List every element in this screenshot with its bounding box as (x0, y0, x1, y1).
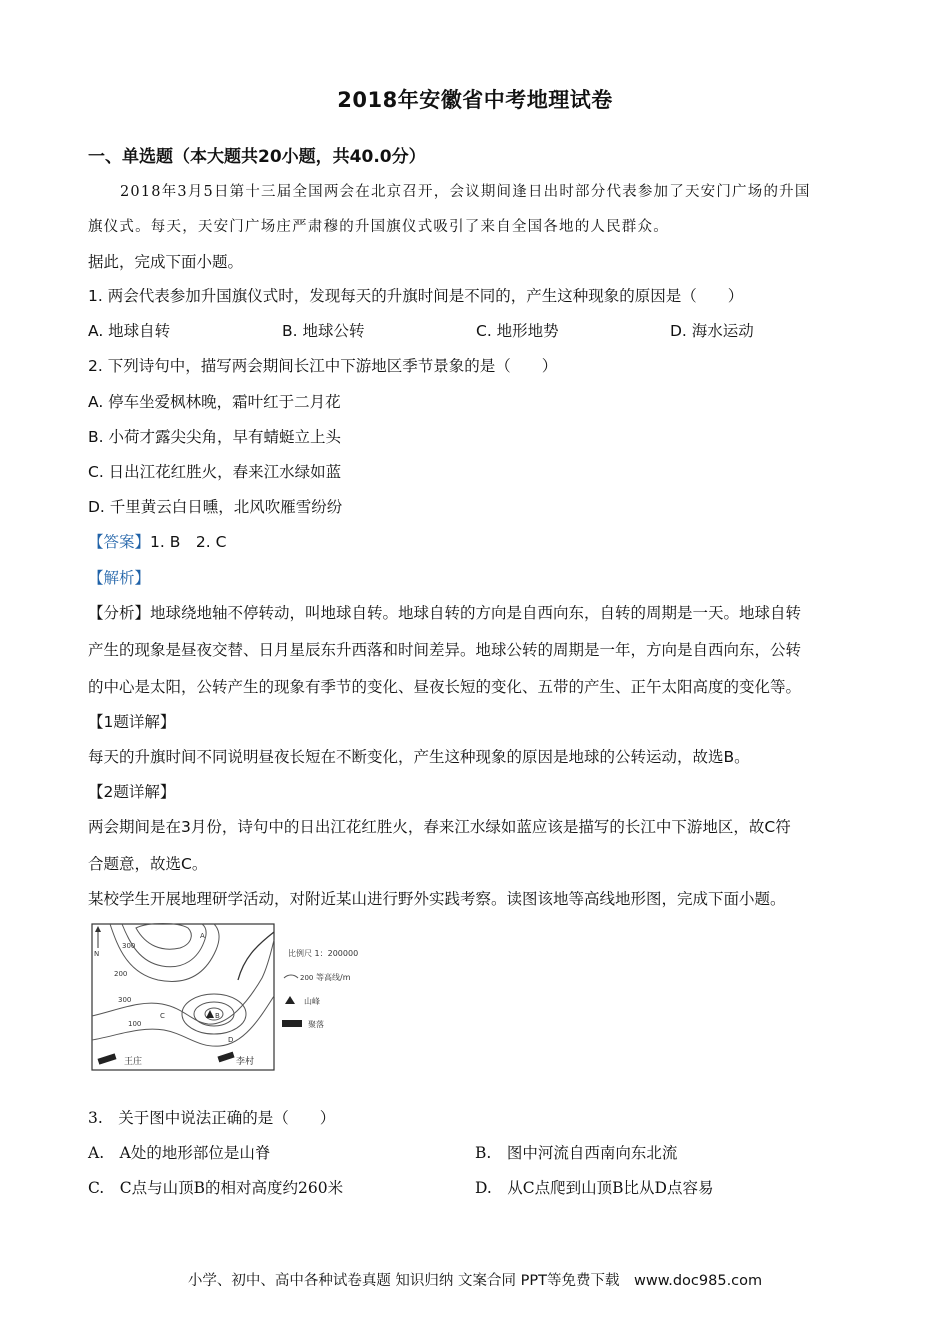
settlement-marker-icon (98, 1053, 117, 1064)
q2-option-a: A. 停车坐爱枫林晚，霜叶红于二月花 (88, 393, 341, 411)
detail-1-label: 【1题详解】 (88, 713, 176, 731)
question-2: 2. 下列诗句中，描写两会期间长江中下游地区季节景象的是（ ） (88, 357, 558, 375)
answer-line (88, 530, 226, 552)
river (238, 932, 274, 980)
analysis-label: 【解析】 (88, 569, 151, 587)
q3-option-c: C. C点与山顶B的相对高度约260米 (88, 1179, 344, 1197)
legend-scale: 比例尺 1：200000 (288, 949, 359, 958)
intro-line-2: 旗仪式。每天，天安门广场庄严肃穆的升国旗仪式吸引了来自全国各地的人民群众。 (88, 219, 669, 235)
legend-contour-icon (284, 975, 298, 978)
legend-peak-label: 山峰 (304, 997, 320, 1006)
contour-line (92, 940, 274, 1024)
contour-line (194, 1002, 234, 1026)
q1-option-d: D. 海水运动 (670, 322, 754, 340)
q1-option-c: C. 地形地势 (476, 322, 559, 340)
village-label: 王庄 (124, 1057, 143, 1067)
elevation-label: 300 (118, 996, 132, 1004)
q3-option-a: A. A处的地形部位是山脊 (88, 1144, 271, 1162)
point-label-d: D (228, 1036, 234, 1044)
question-1: 1. 两会代表参加升国旗仪式时，发现每天的升旗时间是不同的，产生这种现象的原因是（ ） (88, 287, 744, 305)
village-label: 李村 (236, 1057, 255, 1067)
q3-option-d: D. 从C点爬到山顶B比从D点容易 (475, 1179, 714, 1197)
elevation-label: 100 (128, 1020, 142, 1028)
legend-settlement-label: 聚落 (308, 1020, 324, 1029)
contour-line (205, 1008, 223, 1020)
detail-1-text: 每天的升旗时间不同说明昼夜长短在不断变化，产生这种现象的原因是地球的公转运动，故选B。 (88, 748, 750, 766)
page-footer: 小学、初中、高中各种试卷真题 知识归纳 文案合同 PPT等免费下载 www.doc985.com (187, 1273, 763, 1289)
instruction-2: 某校学生开展地理研学活动，对附近某山进行野外实践考察。读图该地等高线地形图，完成下面小题。 (88, 890, 786, 908)
elevation-label: 200 (114, 970, 128, 978)
instruction-1: 据此，完成下面小题。 (88, 253, 244, 271)
point-label-b: B (215, 1012, 220, 1020)
settlement-marker-icon (217, 1052, 234, 1063)
analysis-line-2: 产生的现象是昼夜交替、日月星辰东升西落和时间差异。地球公转的周期是一年，方向是自西向东，公转 (88, 641, 802, 659)
north-label: N (94, 950, 100, 958)
elevation-label: 300 (122, 942, 136, 950)
peak-marker-icon (206, 1010, 214, 1018)
answer-label: 【答案】 (88, 533, 151, 551)
q3-option-b: B. 图中河流自西南向东北流 (475, 1144, 678, 1162)
legend-peak-icon (285, 996, 295, 1004)
contour-line (182, 994, 246, 1034)
analysis-line-3: 的中心是太阳，公转产生的现象有季节的变化、昼夜长短的变化、五带的产生、正午太阳高度的变化等。 (88, 678, 802, 696)
analysis-line-1: 【分析】地球绕地轴不停转动，叫地球自转。地球自转的方向是自西向东，自转的周期是一天。地球自转 (88, 604, 802, 622)
legend-contour-label: 等高线/m (316, 973, 351, 982)
detail-2-label: 【2题详解】 (88, 783, 176, 801)
q2-option-d: D. 千里黄云白日曛，北风吹雁雪纷纷 (88, 498, 343, 516)
contour-line (136, 924, 191, 950)
q1-option-b: B. 地球公转 (282, 322, 365, 340)
q2-option-b: B. 小荷才露尖尖角，早有蜻蜓立上头 (88, 428, 341, 446)
q2-option-c: C. 日出江花红胜火，春来江水绿如蓝 (88, 463, 342, 481)
point-label-a: A (200, 932, 205, 940)
q1-option-a: A. 地球自转 (88, 322, 171, 340)
legend-settlement-icon (282, 1020, 302, 1027)
section-heading: 一、单选题（本大题共20小题，共40.0分） (88, 147, 426, 167)
detail-2-line-2: 合题意，故选C。 (88, 855, 208, 873)
intro-line-1: 2018年3月5日第十三届全国两会在北京召开，会议期间逢日出时部分代表参加了天安门广场的升国 (120, 184, 811, 200)
point-label-c: C (160, 1012, 165, 1020)
detail-2-line-1: 两会期间是在3月份，诗句中的日出江花红胜火，春来江水绿如蓝应该是描写的长江中下游地区，故C符 (88, 818, 791, 836)
page-title: 2018年安徽省中考地理试卷 (337, 88, 613, 112)
contour-map (88, 918, 376, 1076)
question-3: 3. 关于图中说法正确的是（ ） (88, 1109, 336, 1127)
answer-value: 1. B 2. C (150, 533, 227, 551)
legend-contour-value: 200 (300, 974, 314, 982)
